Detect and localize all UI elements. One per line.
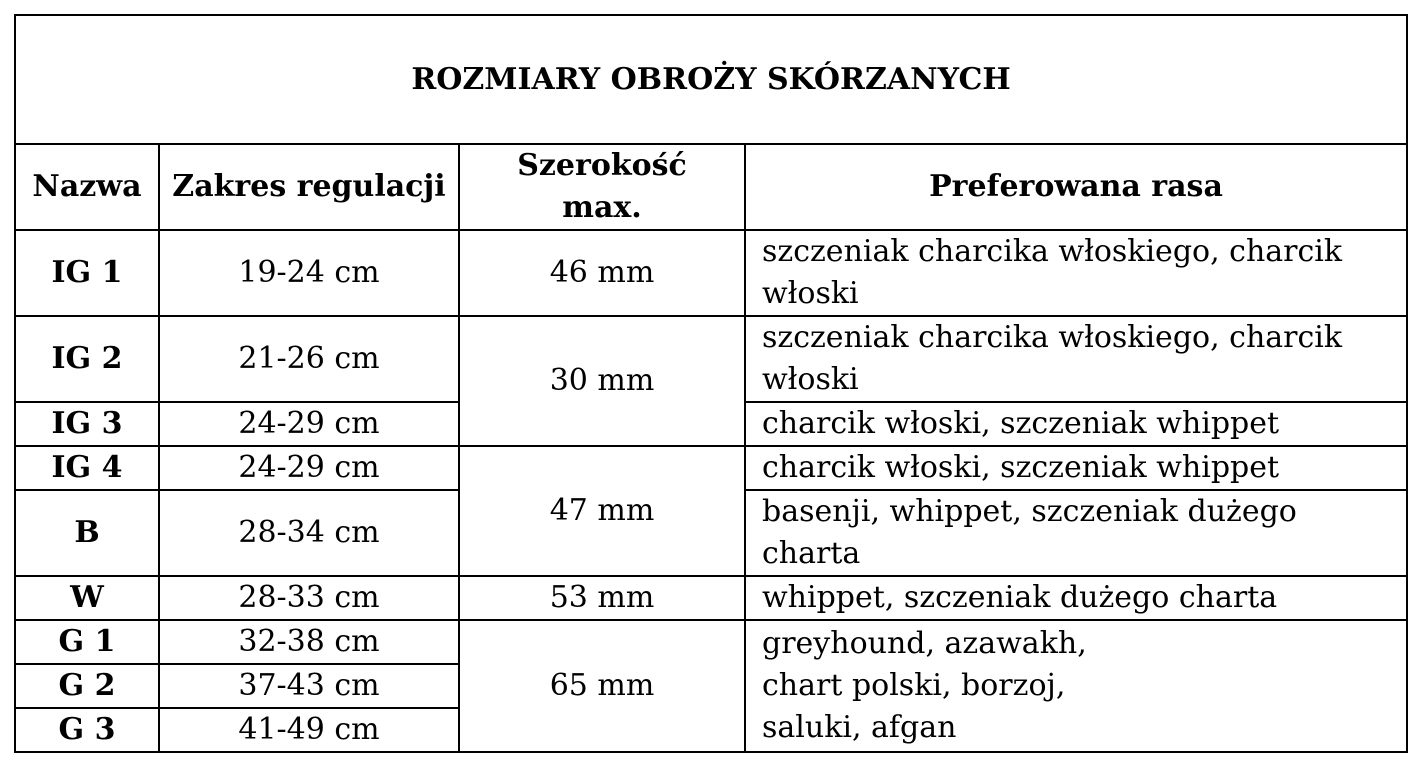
breed-line: chart polski, borzoj, <box>762 668 1066 703</box>
size-range: 37-43 cm <box>159 664 459 708</box>
size-range: 41-49 cm <box>159 708 459 752</box>
collar-size-table <box>14 14 1408 753</box>
header-width-line1: Szerokość <box>517 148 687 183</box>
size-name: G 2 <box>15 664 159 708</box>
size-width: 47 mm <box>459 446 745 576</box>
size-name: IG 2 <box>15 316 159 402</box>
size-range: 21-26 cm <box>159 316 459 402</box>
header-name: Nazwa <box>15 144 159 230</box>
header-width-line2: max. <box>562 190 642 225</box>
header-row <box>15 144 1407 230</box>
breed-line: charta <box>762 536 861 571</box>
size-breed: whippet, szczeniak dużego charta <box>745 576 1407 620</box>
table-row <box>15 446 1407 490</box>
breed-line: włoski <box>762 276 859 311</box>
size-breed <box>745 490 1407 576</box>
size-breed: charcik włoski, szczeniak whippet <box>745 446 1407 490</box>
breed-line: greyhound, azawakh, <box>762 626 1087 661</box>
size-name: G 3 <box>15 708 159 752</box>
size-name: B <box>15 490 159 576</box>
breed-line: saluki, afgan <box>762 710 957 745</box>
size-range: 24-29 cm <box>159 402 459 446</box>
breed-line: szczeniak charcika włoskiego, charcik <box>762 234 1343 269</box>
header-width <box>459 144 745 230</box>
size-breed <box>745 316 1407 402</box>
header-range: Zakres regulacji <box>159 144 459 230</box>
size-range: 24-29 cm <box>159 446 459 490</box>
size-range: 28-33 cm <box>159 576 459 620</box>
table-row <box>15 576 1407 620</box>
size-width: 53 mm <box>459 576 745 620</box>
breed-line: włoski <box>762 362 859 397</box>
header-breed: Preferowana rasa <box>745 144 1407 230</box>
size-range: 32-38 cm <box>159 620 459 664</box>
size-name: IG 3 <box>15 402 159 446</box>
size-range: 19-24 cm <box>159 230 459 316</box>
size-name: G 1 <box>15 620 159 664</box>
breed-line: szczeniak charcika włoskiego, charcik <box>762 320 1343 355</box>
size-width: 65 mm <box>459 620 745 752</box>
size-width: 30 mm <box>459 316 745 446</box>
table-row <box>15 230 1407 316</box>
size-breed <box>745 230 1407 316</box>
size-range: 28-34 cm <box>159 490 459 576</box>
size-breed: charcik włoski, szczeniak whippet <box>745 402 1407 446</box>
table-row <box>15 316 1407 402</box>
size-width: 46 mm <box>459 230 745 316</box>
size-breed <box>745 620 1407 752</box>
breed-line: basenji, whippet, szczeniak dużego <box>762 494 1297 529</box>
title-row <box>15 15 1407 144</box>
table-title: ROZMIARY OBROŻY SKÓRZANYCH <box>15 15 1407 144</box>
size-name: IG 1 <box>15 230 159 316</box>
size-name: IG 4 <box>15 446 159 490</box>
size-name: W <box>15 576 159 620</box>
table-row <box>15 620 1407 664</box>
